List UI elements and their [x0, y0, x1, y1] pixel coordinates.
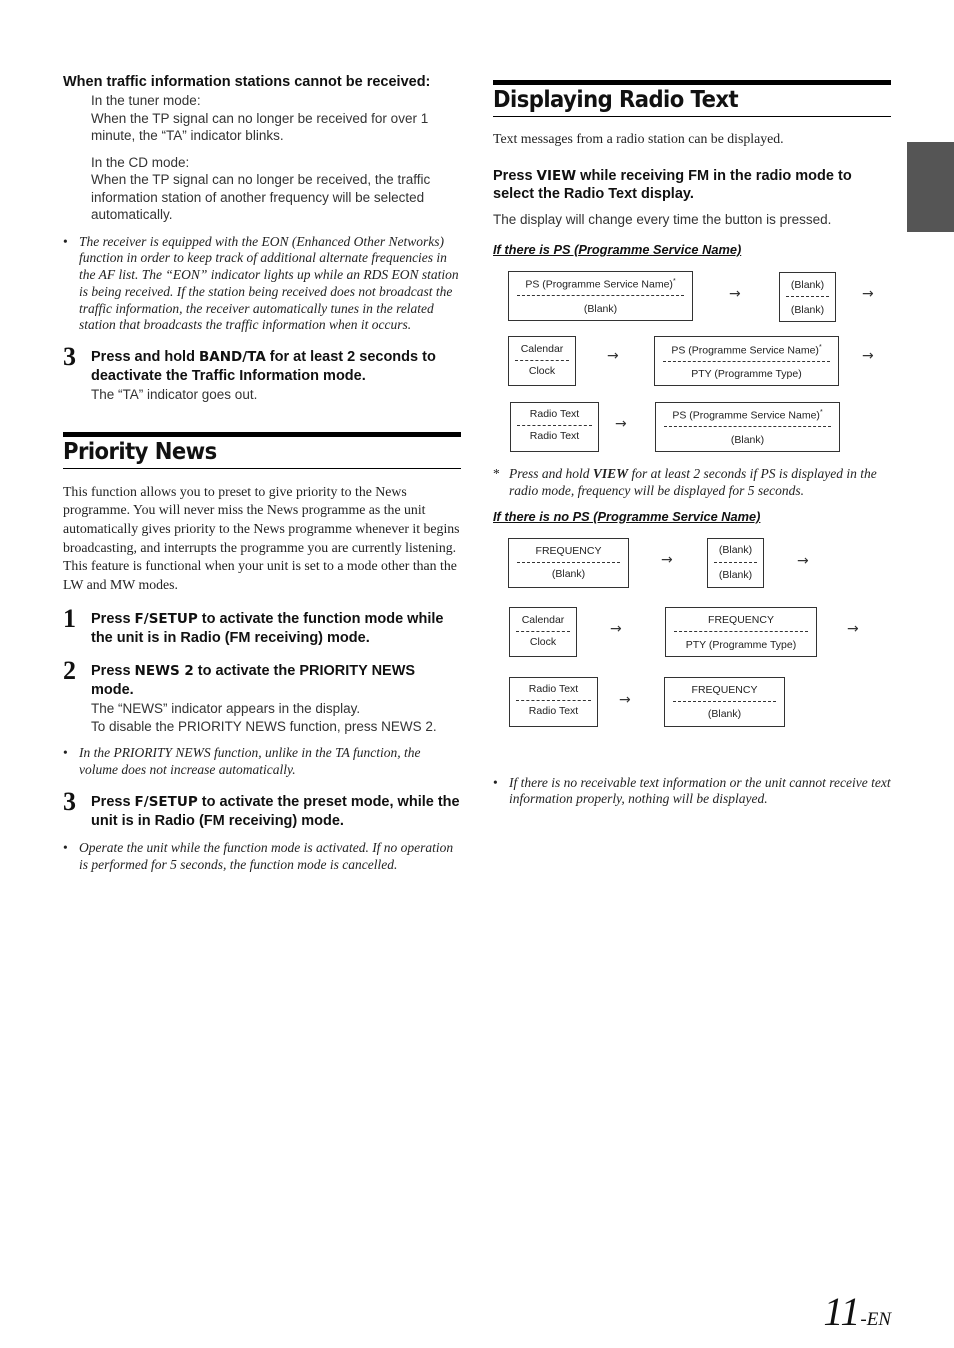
section-title: Priority News	[63, 438, 217, 465]
arrow-icon: →	[661, 552, 673, 568]
radio-text-intro: Text messages from a radio station can be displayed.	[493, 131, 784, 146]
radio-text-desc: The display will change every time the button is pressed.	[493, 212, 832, 227]
arrow-icon: →	[729, 286, 741, 302]
priority-note-2	[63, 840, 461, 874]
arrow-icon: →	[619, 692, 631, 708]
arrow-icon: →	[615, 416, 627, 432]
cond-ps-label: If there is PS (Programme Service Name)	[493, 242, 742, 257]
nops-box-5: Radio Text Radio Text	[509, 677, 598, 727]
priority-step-1	[63, 604, 461, 648]
cd-mode-text: When the TP signal can no longer be received, the traffic information station of another frequency will be selected automatically.	[91, 172, 431, 222]
step-title: Press NEWS 2 to activate the PRIORITY NEWS mode.	[91, 663, 416, 699]
arrow-icon: →	[847, 621, 859, 637]
no-text-note: • If there is no receivable text information or the unit cannot receive text information properly, nothing will be displayed.	[493, 774, 891, 807]
nops-box-6: FREQUENCY (Blank)	[664, 677, 785, 727]
traffic-step-3	[63, 342, 461, 404]
step-number: 1	[63, 604, 76, 634]
traffic-heading: When traffic information stations cannot be received:	[63, 74, 431, 90]
note-text: In the PRIORITY NEWS function, unlike in the TA function, the volume does not increase automatically.	[79, 745, 421, 778]
step-title: Press F/SETUP to activate the preset mode, while the unit is in Radio (FM receiving) mode.	[91, 793, 460, 829]
tuner-mode-text: When the TP signal can no longer be received for over 1 minute, the “TA” indicator blinks.	[91, 110, 429, 143]
arrow-icon: →	[607, 348, 619, 364]
ps-box-3: Calendar Clock	[508, 336, 576, 386]
cond-no-ps-label: If there is no PS (Programme Service Name)	[493, 509, 761, 524]
arrow-icon: →	[797, 553, 809, 569]
f-setup-key: F/SETUP	[134, 793, 198, 810]
arrow-icon: →	[862, 348, 874, 364]
bullet-icon: •	[493, 774, 498, 790]
f-setup-key: F/SETUP	[134, 611, 198, 628]
priority-note-1	[63, 745, 461, 779]
ps-box-6: PS (Programme Service Name)* (Blank)	[655, 402, 840, 452]
tuner-mode-title: In the tuner mode:	[91, 93, 201, 108]
ps-box-4: PS (Programme Service Name)* PTY (Programme Type)	[654, 336, 839, 386]
view-key: VIEW	[536, 168, 577, 184]
nops-box-4: FREQUENCY PTY (Programme Type)	[665, 607, 817, 657]
chapter-tab	[907, 142, 954, 232]
step-desc: The “TA” indicator goes out.	[91, 387, 258, 403]
view-footnote: * Press and hold VIEW for at least 2 seconds if PS is displayed in the radio mode, frequency will be displayed for 5 seconds.	[493, 466, 877, 498]
priority-step-3	[63, 786, 461, 831]
left-column	[63, 74, 461, 874]
eon-note-text: The receiver is equipped with the EON (Enhanced Other Networks) function in order to keep track of additional alternate frequencies in the AF list. The “EON” indicator lights up while an RDS EON station is being received. If the station being received does not broadcast the traffic information, the receiver automatically tunes in the related station that broadcasts the traffic information when it occurs.	[79, 233, 459, 333]
bullet-icon: •	[63, 233, 68, 249]
note-text: Operate the unit while the function mode is activated. If no operation is performed for 5 seconds, the function mode is cancelled.	[79, 839, 454, 872]
priority-step-2	[63, 656, 461, 735]
step-title: Press and hold BAND/TA for at least 2 seconds to deactivate the Traffic Information mode.	[91, 349, 436, 385]
eon-note	[63, 234, 461, 335]
bullet-icon: •	[63, 839, 68, 855]
step-number: 3	[63, 342, 76, 372]
ps-box-1: PS (Programme Service Name)* (Blank)	[508, 271, 693, 321]
step-desc-1: The “NEWS” indicator appears in the display.	[91, 701, 361, 717]
nops-box-2: (Blank) (Blank)	[707, 538, 764, 588]
cd-mode-title: In the CD mode:	[91, 154, 190, 170]
section-title: Displaying Radio Text	[493, 87, 739, 113]
arrow-icon: →	[610, 621, 622, 637]
nops-box-3: Calendar Clock	[509, 607, 577, 657]
news-2-key: NEWS 2	[134, 663, 194, 680]
ps-box-2: (Blank) (Blank)	[779, 272, 836, 322]
radio-text-heading	[493, 80, 891, 117]
band-ta-key: BAND/TA	[198, 349, 266, 366]
step-title: Press F/SETUP to activate the function mode while the unit is in Radio (FM receiving) mode.	[91, 611, 444, 647]
page-number: 11-EN	[823, 1289, 891, 1334]
arrow-icon: →	[862, 286, 874, 302]
step-number: 3	[63, 786, 76, 816]
priority-news-heading	[63, 432, 461, 469]
radio-text-instruction: Press VIEW while receiving FM in the radio mode to select the Radio Text display.	[493, 168, 852, 202]
bullet-icon: •	[63, 745, 68, 761]
view-key: VIEW	[592, 466, 629, 481]
tuner-mode-block	[91, 92, 461, 224]
step-desc-2: To disable the PRIORITY NEWS function, press NEWS 2.	[91, 718, 437, 734]
step-number: 2	[63, 656, 76, 686]
right-column	[493, 80, 891, 227]
asterisk-mark: *	[493, 466, 500, 481]
nops-box-1: FREQUENCY (Blank)	[508, 538, 629, 588]
priority-intro: This function allows you to preset to give priority to the News programme. You will never miss the News programme as the unit automatically gives priority to the News programme whenever it begins broadcasting, and interrupts the programme you are currently listening. This feature is functional when your unit is set to a mode other than the LW and MW modes.	[63, 483, 460, 592]
ps-box-5: Radio Text Radio Text	[510, 402, 599, 452]
